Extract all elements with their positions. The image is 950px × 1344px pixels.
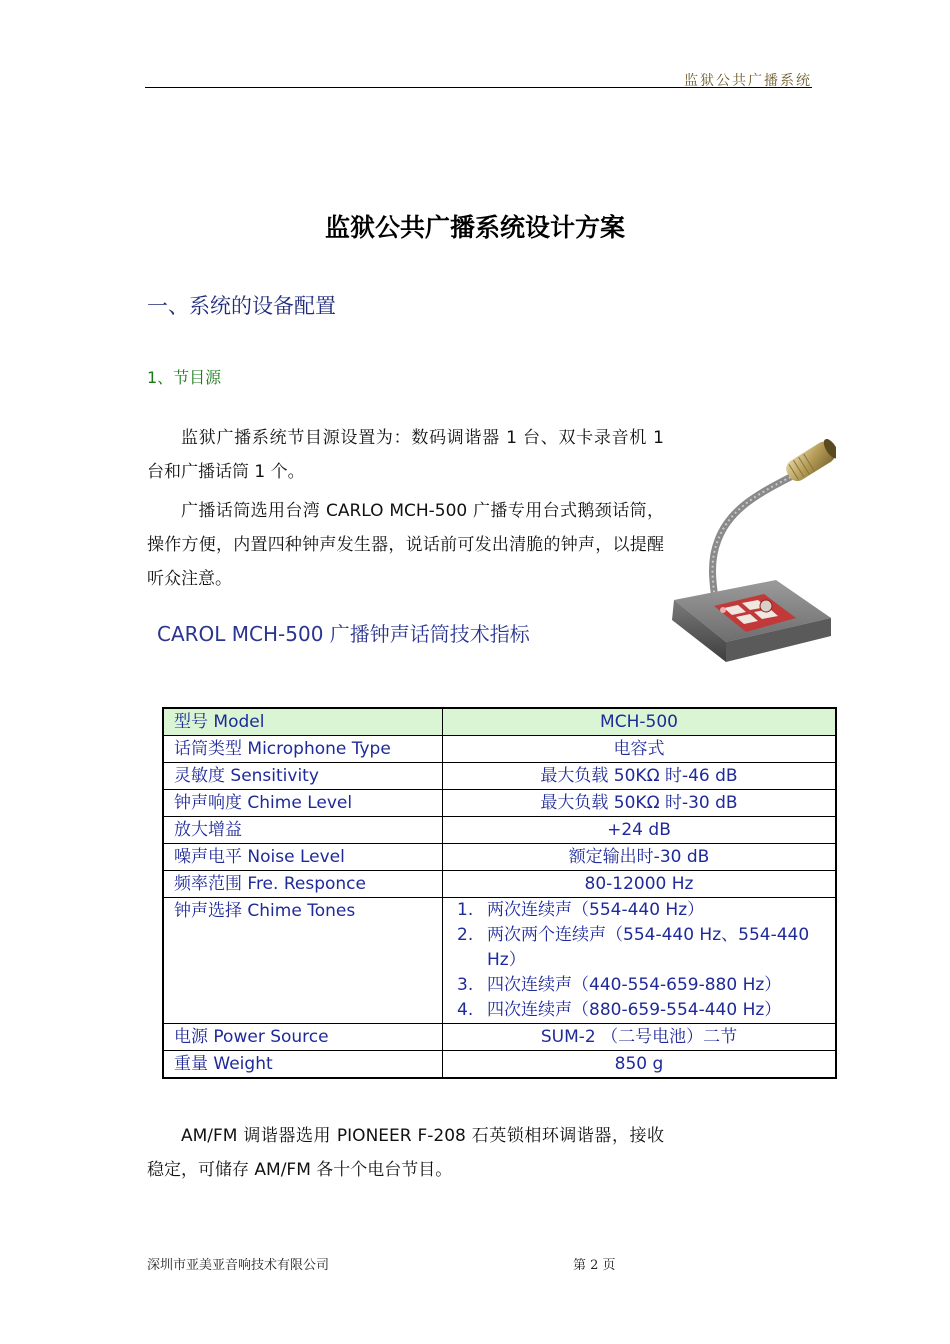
spec-label: 电源 Power Source <box>163 1024 443 1051</box>
gooseneck-microphone-illustration <box>666 430 836 675</box>
list-item <box>457 998 829 1023</box>
paragraph-tuner: AM/FM 调谐器选用 PIONEER F-208 石英锁相环调谐器，接收稳定，可储存 AM/FM 各十个电台节目。 <box>147 1126 664 1180</box>
subsection-heading: 1、节目源 <box>147 368 222 387</box>
spec-value: 额定输出时-30 dB <box>443 844 837 871</box>
spec-label: 话筒类型 Microphone Type <box>163 736 443 763</box>
chime-tones-list <box>449 898 829 1023</box>
table-row <box>163 898 836 1024</box>
list-item <box>457 973 829 998</box>
spec-value: 电容式 <box>443 736 837 763</box>
microphone-image <box>666 430 836 675</box>
document-title: 监狱公共广播系统设计方案 <box>324 213 625 242</box>
table-row <box>163 708 836 736</box>
list-number: 4. <box>457 1000 474 1020</box>
table-row <box>163 763 836 790</box>
spec-label: 钟声选择 Chime Tones <box>163 898 443 1024</box>
paragraph-program-sources: 监狱广播系统节目源设置为：数码调谐器 1 台、双卡录音机 1 台和广播话筒 1 个。 <box>147 428 664 482</box>
list-text: 四次连续声（880-659-554-440 Hz） <box>487 1000 782 1020</box>
spec-value: SUM-2 （二号电池）二节 <box>443 1024 837 1051</box>
spec-label: 灵敏度 Sensitivity <box>163 763 443 790</box>
list-text: 两次连续声（554-440 Hz） <box>487 900 705 920</box>
table-row <box>163 871 836 898</box>
list-item <box>457 898 829 923</box>
list-text: 两次两个连续声（554-440 Hz、554-440 Hz） <box>487 925 810 970</box>
spec-table-title: CAROL MCH-500 广播钟声话筒技术指标 <box>157 622 530 646</box>
table-row <box>163 1024 836 1051</box>
spec-label: 重量 Weight <box>163 1051 443 1079</box>
spec-label: 频率范围 Fre. Responce <box>163 871 443 898</box>
table-row <box>163 790 836 817</box>
spec-value: 最大负载 50KΩ 时-46 dB <box>443 763 837 790</box>
list-number: 2. <box>457 925 474 945</box>
spec-value: 80-12000 Hz <box>443 871 837 898</box>
spec-table <box>162 707 837 1079</box>
paragraph-microphone: 广播话筒选用台湾 CARLO MCH-500 广播专用台式鹅颈话筒，操作方便，内置四种钟声发生器，说话前可发出清脆的钟声，以提醒听众注意。 <box>147 501 664 589</box>
table-row <box>163 817 836 844</box>
spec-value: 最大负载 50KΩ 时-30 dB <box>443 790 837 817</box>
spec-label: 钟声响度 Chime Level <box>163 790 443 817</box>
table-row <box>163 1051 836 1079</box>
footer-page-number: 第 2 页 <box>573 1258 616 1273</box>
chime-tones-cell <box>443 898 837 1024</box>
spec-value: +24 dB <box>443 817 837 844</box>
spec-label: 放大增益 <box>163 817 443 844</box>
table-row <box>163 844 836 871</box>
list-item <box>457 923 829 973</box>
header-text: 监狱公共广播系统 <box>684 73 812 89</box>
table-row <box>163 736 836 763</box>
spec-value: 850 g <box>443 1051 837 1079</box>
spec-label: 型号 Model <box>163 708 443 736</box>
footer-company: 深圳市亚美亚音响技术有限公司 <box>147 1258 330 1273</box>
list-number: 3. <box>457 975 474 995</box>
spec-label: 噪声电平 Noise Level <box>163 844 443 871</box>
list-text: 四次连续声（440-554-659-880 Hz） <box>487 975 782 995</box>
header-rule <box>145 87 812 88</box>
spec-value: MCH-500 <box>443 708 837 736</box>
list-number: 1. <box>457 900 474 920</box>
section-heading: 一、系统的设备配置 <box>147 294 336 318</box>
